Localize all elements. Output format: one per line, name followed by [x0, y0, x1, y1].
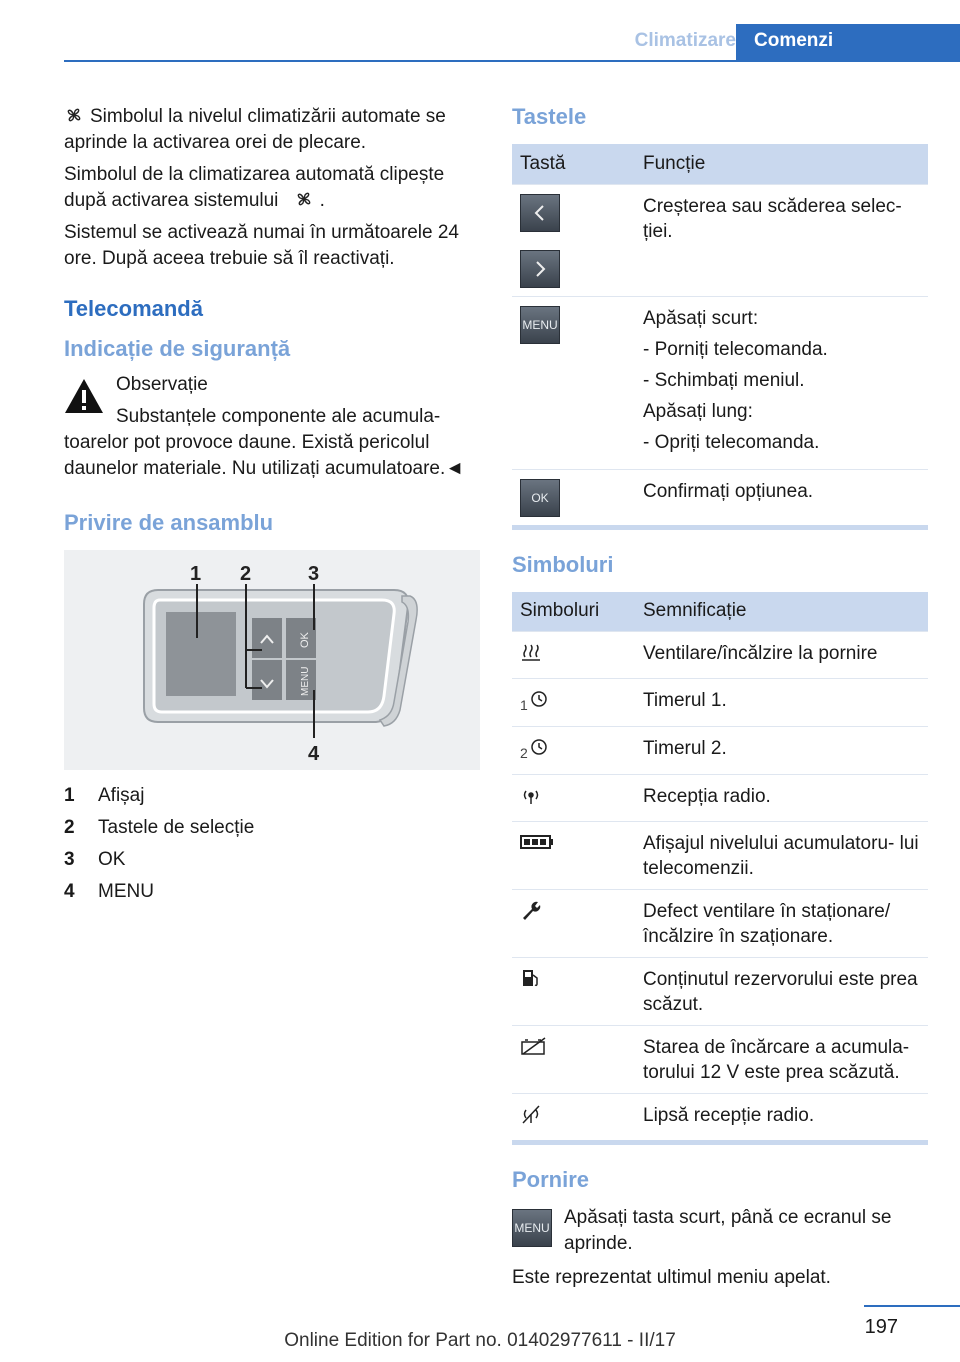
- paragraph-symbol-blink: [64, 162, 480, 214]
- paragraph-activation: Sistemul se activează numai în următoarele 24 ore. După aceea trebuie să îl reactivați.: [64, 222, 459, 269]
- table-row: [512, 1026, 928, 1094]
- cell-line: - Schimbați meniul.: [643, 369, 805, 391]
- timer-number: 1: [520, 697, 528, 713]
- table-row: [512, 632, 928, 679]
- legend-item: [64, 844, 480, 876]
- timer-number: 2: [520, 745, 528, 761]
- fuel-icon: [520, 967, 542, 989]
- heading-keys: Tastele: [512, 104, 587, 129]
- table-row: [512, 469, 928, 527]
- legend-item: [64, 780, 480, 812]
- legend-text: OK: [98, 849, 126, 870]
- paragraph-text: Simbolul de la climatizarea automată clipește după activarea sistemului: [64, 164, 445, 211]
- table-cell: Conținutul rezervorului este prea scăzut.: [635, 958, 928, 1026]
- table-header-row: [512, 144, 928, 184]
- column-header: Semnificație: [635, 592, 928, 632]
- keys-table: [512, 144, 928, 530]
- table-header-row: [512, 592, 928, 632]
- page-number: 197: [864, 1316, 898, 1338]
- column-header: Tastă: [512, 144, 635, 184]
- legend-number: 4: [64, 881, 75, 902]
- section-tab[interactable]: Climatizare: [634, 30, 736, 51]
- figure-legend: [64, 780, 480, 908]
- figure-label-4: 4: [308, 743, 320, 765]
- paragraph-symbol-on: [64, 104, 480, 156]
- fan-icon: [294, 189, 314, 209]
- table-cell: Timerul 2.: [635, 727, 928, 775]
- arrow-right-key-icon: [520, 250, 560, 288]
- warning-block: [64, 372, 480, 482]
- table-row: [512, 679, 928, 727]
- table-row: [512, 958, 928, 1026]
- table-row: [512, 775, 928, 822]
- column-header: Simboluri: [512, 592, 635, 632]
- warning-icon: [64, 378, 104, 414]
- heading-remote: Telecomandă: [64, 296, 203, 321]
- table-cell: Timerul 1.: [635, 679, 928, 727]
- table-row: [512, 822, 928, 890]
- remote-control-illustration: [64, 550, 480, 770]
- figure-label-3: 3: [308, 563, 320, 585]
- paragraph-text: Simbolul la nivelul climatizării automate se aprinde la activarea orei de plecare.: [64, 106, 446, 153]
- cell-line: Apăsați lung:: [643, 400, 753, 422]
- chapter-tab[interactable]: Comenzi: [736, 24, 960, 60]
- heading-start: Pornire: [512, 1167, 590, 1192]
- battery-low-icon: [520, 1035, 548, 1057]
- figure-label-1: 1: [190, 563, 202, 585]
- table-cell: Defect ventilare în staționare/ încălzire în szaționare.: [635, 890, 928, 958]
- table-cell: [635, 296, 928, 469]
- symbols-table: [512, 592, 928, 1146]
- arrow-left-key-icon: [520, 194, 560, 232]
- menu-key-icon: MENU: [520, 306, 560, 344]
- svg-text:OK: OK: [299, 632, 311, 648]
- table-cell: Creșterea sau scăderea selec- ției.: [635, 184, 928, 296]
- legend-text: MENU: [98, 881, 154, 902]
- right-column: [512, 104, 928, 1297]
- table-row: [512, 184, 928, 296]
- timer-2-icon: [528, 736, 550, 758]
- table-row: [512, 727, 928, 775]
- table-cell: Confirmați opțiunea.: [635, 469, 928, 527]
- battery-level-icon: [520, 831, 554, 853]
- remote-control-figure: [64, 550, 480, 770]
- table-row: [512, 1094, 928, 1143]
- legend-item: [64, 812, 480, 844]
- fan-icon: [64, 105, 84, 125]
- warning-title: Observație: [116, 374, 208, 395]
- table-row: [512, 296, 928, 469]
- table-cell: Afișajul nivelului acumulatoru- lui telecomenzii.: [635, 822, 928, 890]
- table-cell: Lipsă recepție radio.: [635, 1094, 928, 1143]
- radio-reception-icon: [520, 784, 542, 806]
- start-block: [512, 1205, 928, 1257]
- warning-text-first: Substanțele componente ale acumula-: [116, 406, 441, 427]
- heading-safety: Indicație de siguranță: [64, 336, 291, 361]
- svg-text:MENU: MENU: [300, 666, 311, 696]
- table-cell: Starea de încărcare a acumula- torului 12 V este prea scăzută.: [635, 1026, 928, 1094]
- ventilation-heating-icon: [520, 641, 542, 663]
- figure-label-2: 2: [240, 563, 252, 585]
- cell-line: Apăsați scurt:: [643, 307, 759, 329]
- left-column: [64, 104, 480, 908]
- ok-key-icon: OK: [520, 479, 560, 517]
- footer-divider: [864, 1305, 960, 1307]
- table-row: [512, 890, 928, 958]
- start-text: Apăsați tasta scurt, până ce ecranul se aprinde.: [564, 1207, 892, 1254]
- legend-item: [64, 876, 480, 908]
- table-cell: Recepția radio.: [635, 775, 928, 822]
- start-after-text: Este reprezentat ultimul meniu apelat.: [512, 1267, 831, 1288]
- column-header: Funcție: [635, 144, 928, 184]
- paragraph-text: .: [319, 190, 325, 211]
- no-radio-reception-icon: [520, 1103, 542, 1125]
- legend-number: 3: [64, 849, 75, 870]
- menu-key-icon: MENU: [512, 1209, 552, 1247]
- heading-overview: Privire de ansamblu: [64, 510, 274, 535]
- cell-line: - Porniți telecomanda.: [643, 338, 828, 360]
- legend-text: Tastele de selecție: [98, 817, 255, 838]
- timer-1-icon: [528, 688, 550, 710]
- wrench-icon: [520, 899, 542, 921]
- heading-symbols: Simboluri: [512, 551, 614, 577]
- edition-footer: Online Edition for Part no. 01402977611 - II/17: [284, 1330, 676, 1351]
- legend-text: Afișaj: [98, 785, 145, 806]
- cell-line: - Opriți telecomanda.: [643, 431, 820, 453]
- warning-text-rest: toarelor pot provoce daune. Există pericolul daunelor materiale. Nu utilizați acumulatoare.◄: [64, 432, 465, 479]
- page-header: [64, 24, 960, 62]
- legend-number: 2: [64, 817, 75, 838]
- table-cell: Ventilare/încălzire la pornire: [635, 632, 928, 679]
- legend-number: 1: [64, 785, 75, 806]
